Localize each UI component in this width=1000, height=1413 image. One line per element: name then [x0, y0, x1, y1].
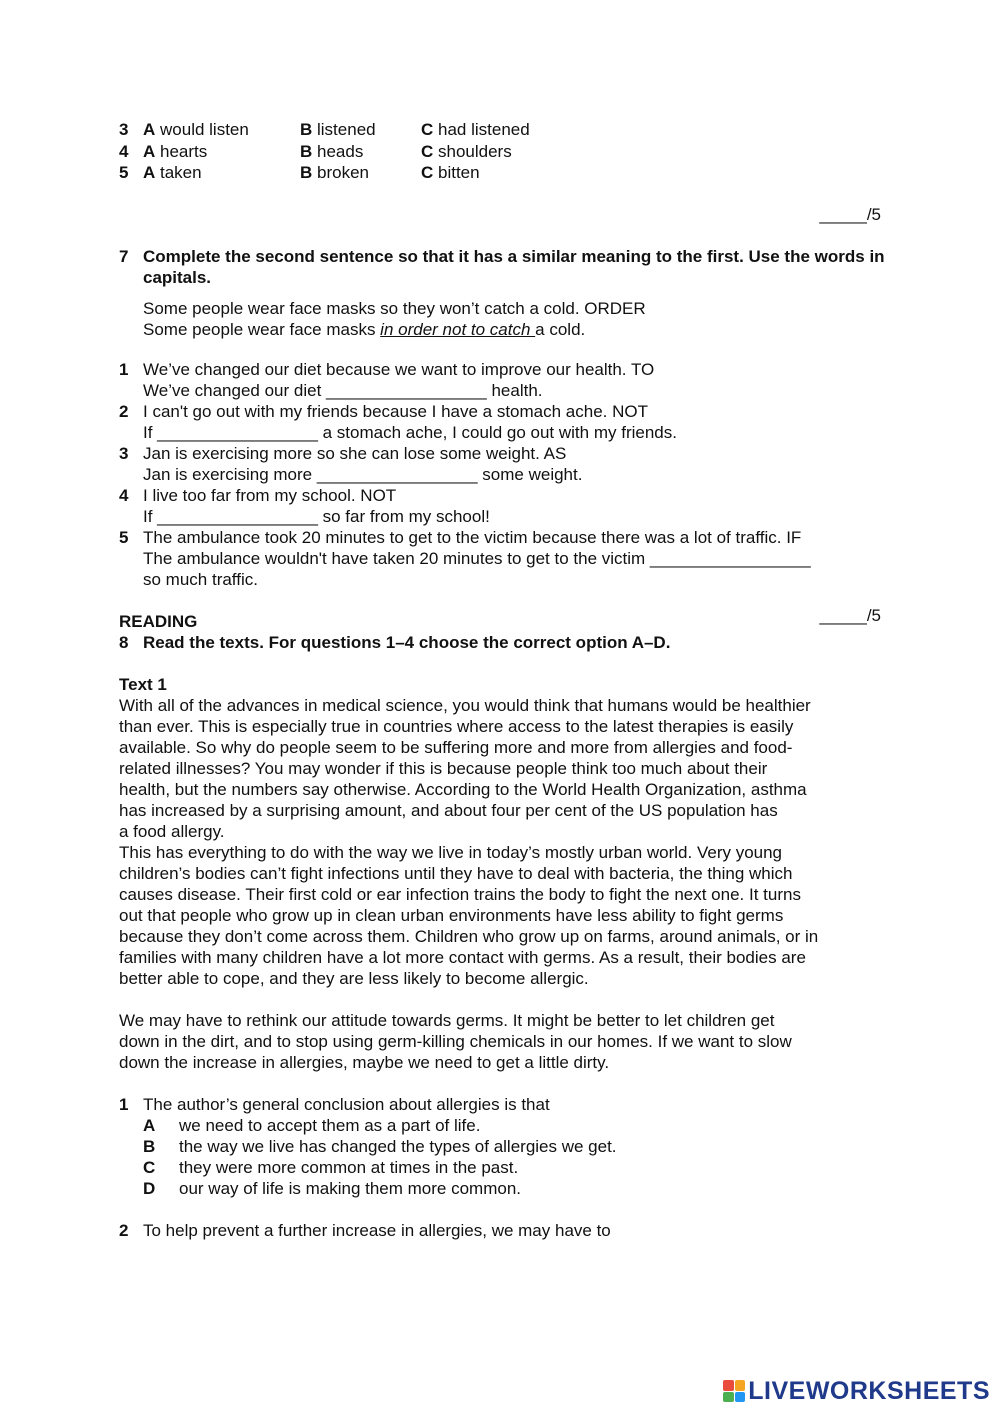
worksheet-page: [119, 119, 889, 1241]
logo-icon: [723, 1380, 745, 1402]
option-a[interactable]: A would listen: [143, 120, 249, 139]
text-1-paragraph-2: This has everything to do with the way we live in today’s mostly urban world. Very young children’s bodies can’t fight infections until they have to deal with bacteria, the thing which causes disease. Their first cold or ear infection trains the body to fight the next one. It turns out that people who grow up in clean urban environments have less ability to fight germs because they don’t come across them. Children who grow up on farms, around animals, or in families with many children have a lot more contact with germs. As a result, their bodies are better able to cope, and they are less likely to become allergic.: [119, 842, 819, 988]
item-number: 3: [119, 120, 129, 139]
example-answer: in order not to catch: [380, 319, 536, 339]
rewrite-tasks: [119, 359, 889, 590]
rewrite-item: 2 I can't go out with my friends because I have a stomach ache. NOT If _________________ a stomach ache, I could go out with my friends.: [119, 401, 889, 443]
rewrite-item: 4 I live too far from my school. NOT If _________________ so far from my school!: [119, 485, 889, 527]
score-line: _____/5: [819, 204, 881, 224]
question-8-heading: 8 Read the texts. For questions 1–4 choose the correct option A–D.: [119, 632, 671, 652]
answer-line[interactable]: The ambulance wouldn't have taken 20 minutes to get to the victim _________________: [143, 548, 811, 568]
original-sentence: Jan is exercising more so she can lose some weight. AS: [143, 443, 567, 463]
question-stem: To help prevent a further increase in allergies, we may have to: [143, 1220, 611, 1240]
rewrite-item: 5 The ambulance took 20 minutes to get to the victim because there was a lot of traffic. IF The ambulance wouldn't have taken 20 minutes to get to the victim _________________ so much traffic.: [119, 527, 889, 590]
option-c[interactable]: C shoulders: [421, 141, 512, 161]
reading-title: READING: [119, 611, 198, 631]
question-2: 2 To help prevent a further increase in allergies, we may have to: [119, 1220, 611, 1240]
item-number: 5: [119, 163, 129, 182]
original-sentence: I can't go out with my friends because I have a stomach ache. NOT: [143, 401, 648, 421]
example-block: [143, 298, 889, 340]
option-c[interactable]: C had listened: [421, 120, 530, 139]
original-sentence: The ambulance took 20 minutes to get to the victim because there was a lot of traffic. IF: [143, 527, 802, 547]
option-a[interactable]: A taken: [143, 163, 202, 182]
rewrite-item: 3 Jan is exercising more so she can lose some weight. AS Jan is exercising more _________________ some weight.: [119, 443, 889, 485]
question-8-instruction: Read the texts. For questions 1–4 choose the correct option A–D.: [143, 632, 671, 652]
question-stem: The author’s general conclusion about allergies is that: [143, 1094, 550, 1114]
option-c[interactable]: C bitten: [421, 163, 480, 182]
text-1-paragraph-3: We may have to rethink our attitude towards germs. It might be better to let children get down in the dirt, and to stop using germ-killing chemicals in our homes. If we want to slow down the increase in allergies, maybe we need to get a little dirty.: [119, 1010, 792, 1072]
answer-line-continued: so much traffic.: [143, 569, 258, 589]
choice-b[interactable]: B the way we live has changed the types of allergies we get.: [143, 1136, 617, 1156]
item-number: 4: [119, 141, 129, 161]
options-block: [119, 119, 889, 184]
original-sentence: We’ve changed our diet because we want to improve our health. TO: [143, 359, 655, 379]
answer-line[interactable]: We’ve changed our diet _________________ health.: [143, 380, 543, 400]
rewrite-item: 1 We’ve changed our diet because we want to improve our health. TO We’ve changed our diet _________________ health.: [119, 359, 889, 401]
option-b[interactable]: B broken: [300, 163, 369, 182]
option-b[interactable]: B heads: [300, 141, 364, 161]
answer-line[interactable]: If _________________ so far from my school!: [143, 506, 490, 526]
section-7-instruction: Complete the second sentence so that it has a similar meaning to the first. Use the words in capitals.: [143, 246, 885, 287]
option-b[interactable]: B listened: [300, 120, 376, 139]
choice-c[interactable]: C they were more common at times in the past.: [143, 1157, 519, 1177]
original-sentence: I live too far from my school. NOT: [143, 485, 397, 505]
option-a[interactable]: A hearts: [143, 141, 208, 161]
answer-line[interactable]: If _________________ a stomach ache, I could go out with my friends.: [143, 422, 677, 442]
choice-d[interactable]: D our way of life is making them more common.: [143, 1178, 522, 1198]
logo-text: LIVEWORKSHEETS: [748, 1376, 990, 1405]
option-row: [119, 162, 889, 184]
text-1-title: Text 1: [119, 674, 167, 694]
option-row: [119, 119, 889, 141]
example-line-1: Some people wear face masks so they won’t catch a cold. ORDER: [143, 298, 646, 318]
section-7-heading: 7 Complete the second sentence so that it has a similar meaning to the first. Use the words in capitals.: [119, 246, 889, 288]
text-1-paragraph-1: With all of the advances in medical science, you would think that humans would be healthier than ever. This is especially true in countries where access to the latest therapies is easily available. So why do people seem to be suffering more and more from allergies and food- related illnesses? You may wonder if this is because people think too much about their health, but the numbers say otherwise. According to the World Health Organization, asthma has increased by a surprising amount, and about four per cent of the US population has a food allergy.: [119, 695, 811, 841]
question-1: 1 The author’s general conclusion about allergies is that A we need to accept them as a part of life. B the way we live has changed the types of allergies we get. C they were more common at times in the past. D our way of life is making them more common.: [119, 1094, 889, 1199]
score-line: _____/5: [819, 605, 881, 625]
example-line-2: Some people wear face masks in order not to catch a cold.: [143, 319, 586, 339]
reading-section: [119, 605, 889, 1241]
liveworksheets-logo[interactable]: [723, 1376, 990, 1405]
answer-line[interactable]: Jan is exercising more _________________ some weight.: [143, 464, 583, 484]
option-row: [119, 141, 889, 163]
choice-a[interactable]: A we need to accept them as a part of life.: [143, 1115, 481, 1135]
